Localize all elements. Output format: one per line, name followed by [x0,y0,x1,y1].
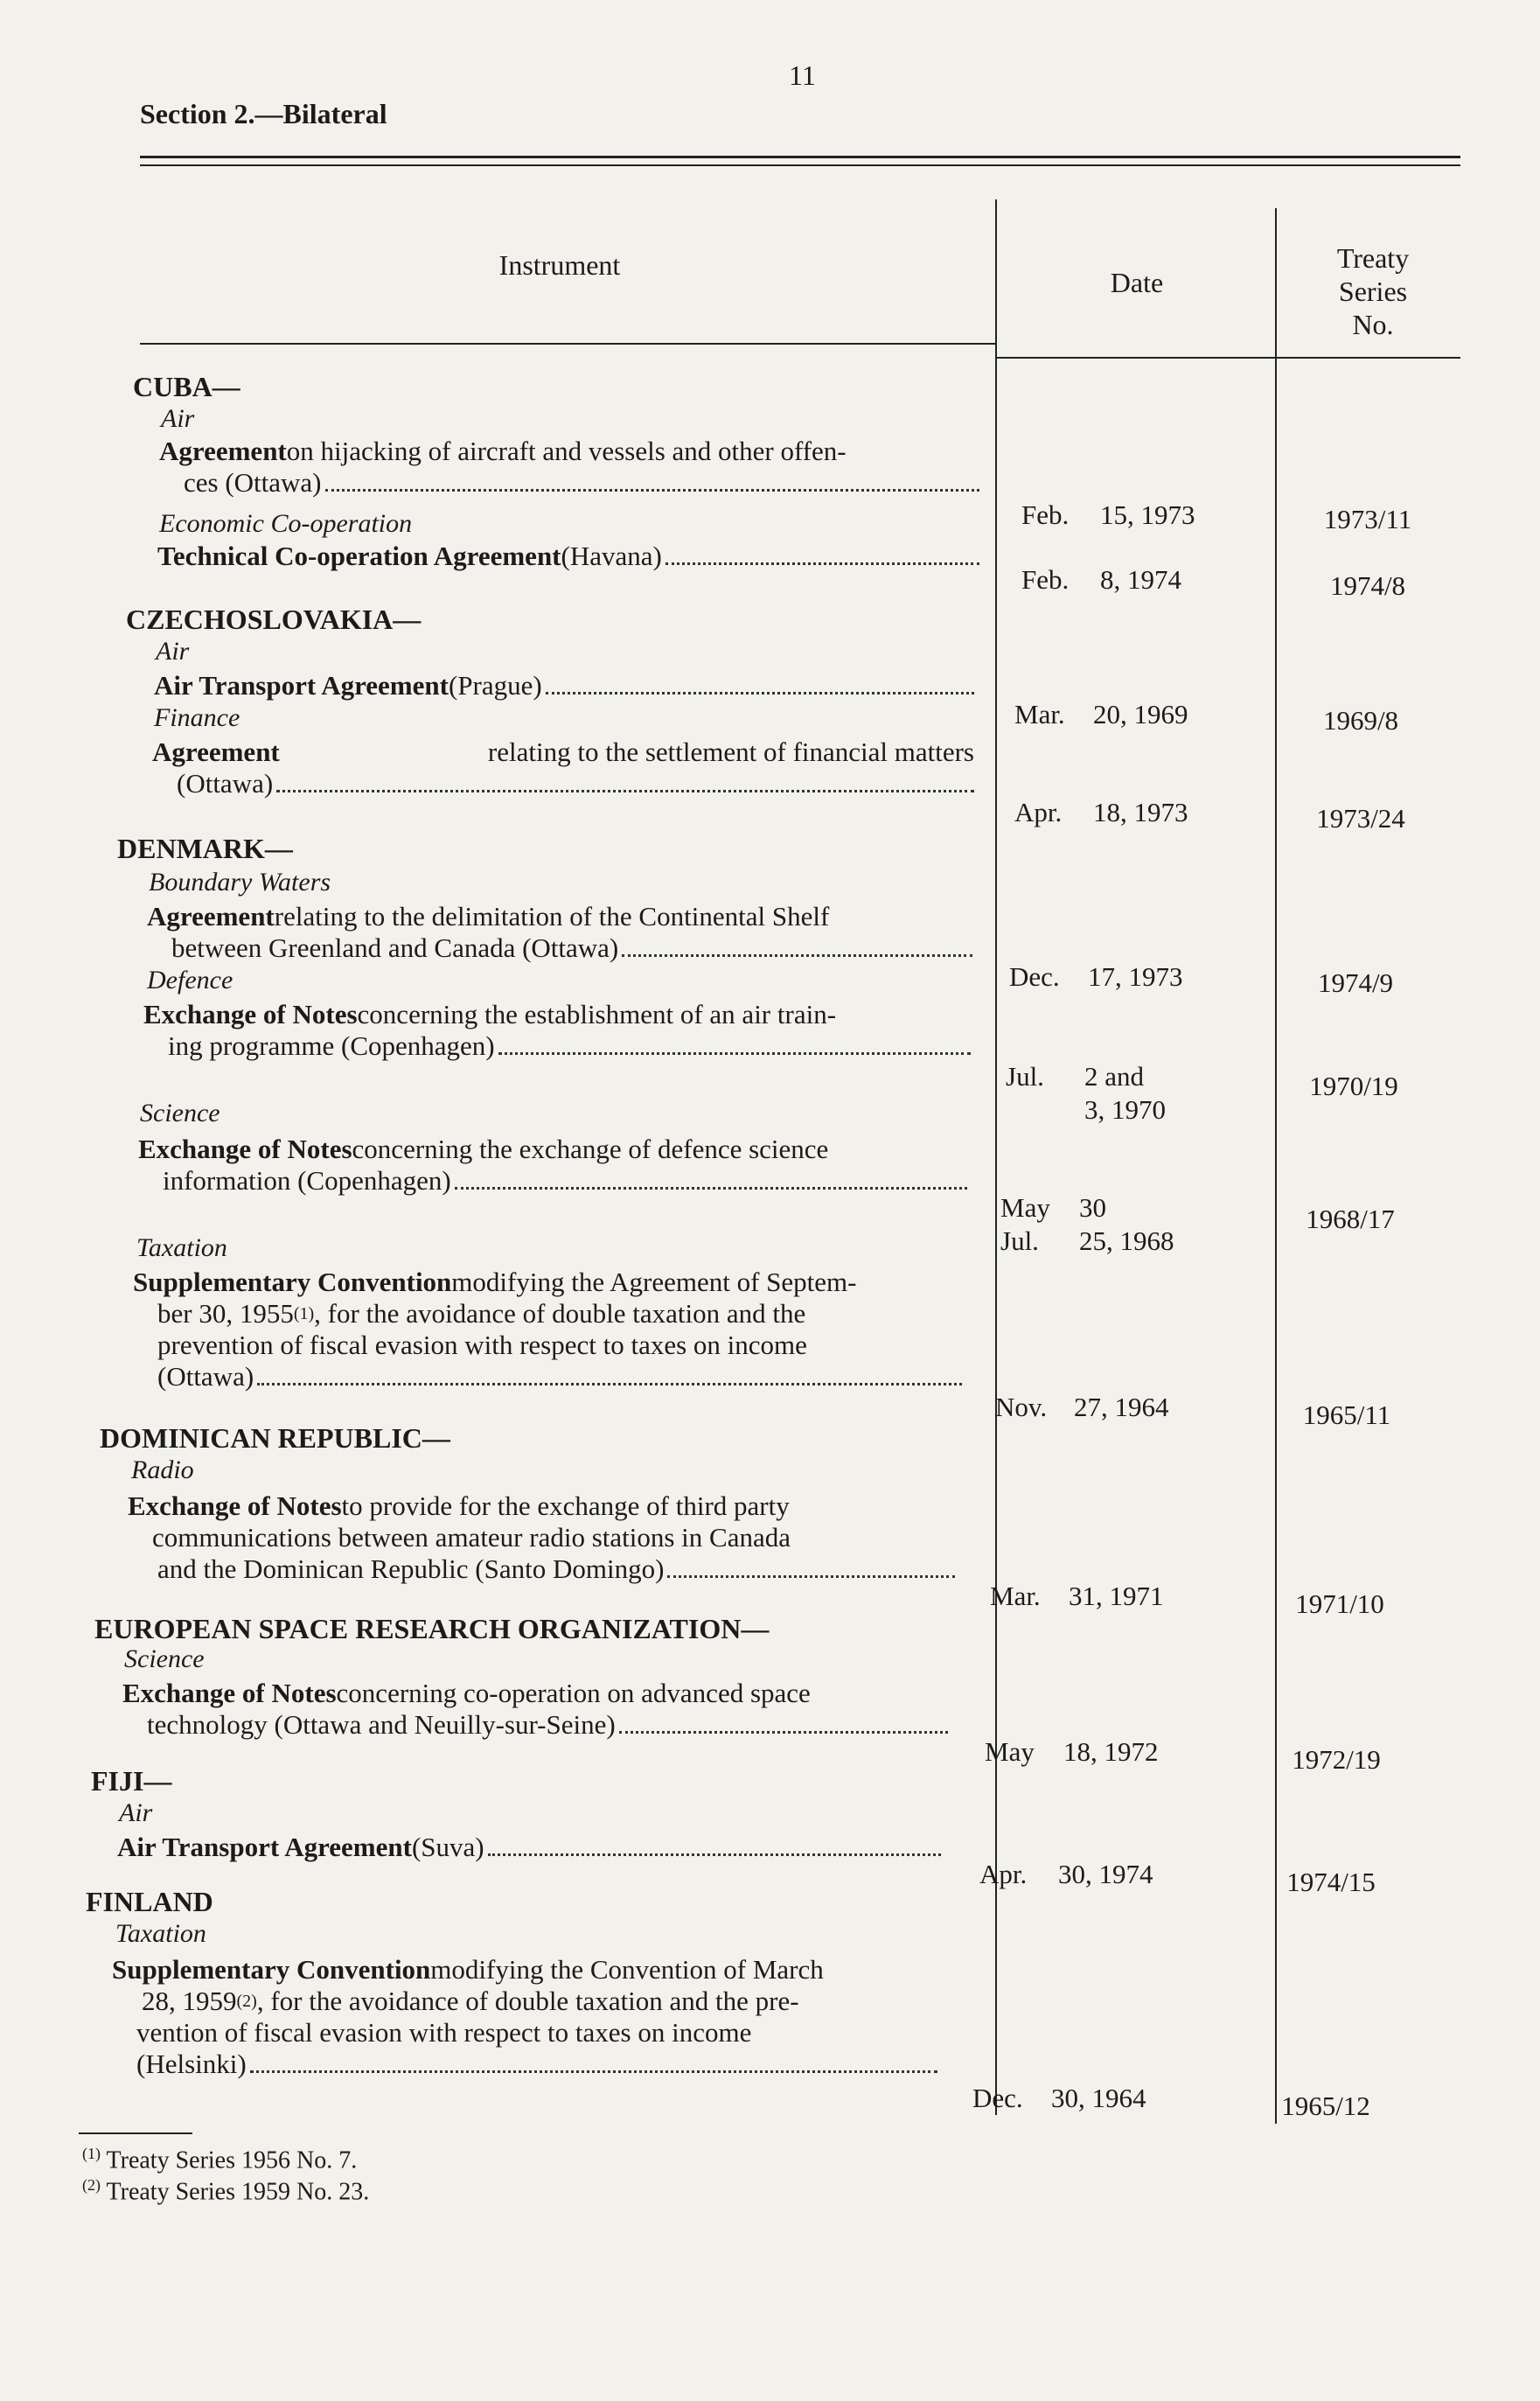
category-label: Radio [131,1455,194,1484]
country-heading: EUROPEAN SPACE RESEARCH ORGANIZATION— [94,1613,770,1644]
entry-date: Mar. 31, 1971 [990,1581,1164,1611]
column-divider-2 [1275,208,1277,2124]
instrument-entry: Supplementary Convention modifying the Agreement of Septem- ber 30, 1955 (1) , for the avoidance of double taxation and the prevention of fiscal evasion with respect to taxes on income (Ottawa) [133,1267,962,1392]
entry-date: May 30 Jul. 25, 1968 [1000,1192,1174,1256]
entry-date: Apr. 18, 1973 [1014,797,1188,827]
treaty-series-number: 1970/19 [1309,1071,1398,1101]
entry-date: Feb. 15, 1973 [1021,499,1195,530]
treaty-series-number: 1974/15 [1286,1867,1376,1897]
treaty-series-number: 1973/24 [1316,803,1405,834]
category-label: Science [140,1099,220,1127]
entry-date: Nov. 27, 1964 [995,1392,1169,1422]
country-heading: FINLAND [86,1886,213,1917]
col-header-treaty-series [1312,241,1434,341]
country-heading: CUBA— [133,371,240,402]
page-number: 11 [789,59,816,91]
country-heading: CZECHOSLOVAKIA— [126,604,422,635]
treaty-series-number: 1971/10 [1295,1588,1384,1619]
category-label: Finance [154,703,240,732]
col-header-series: Series [1338,276,1408,307]
treaty-series-number: 1969/8 [1322,705,1399,736]
category-label: Science [124,1644,205,1673]
instrument-entry: Exchange of Notes concerning the exchange of defence science information (Copenhagen) [138,1134,967,1197]
section-heading: Section 2.—Bilateral [140,98,387,129]
category-label: Taxation [115,1919,206,1948]
country-heading: DOMINICAN REPUBLIC— [100,1422,450,1454]
category-label: Air [119,1798,153,1827]
top-rule [140,156,1460,158]
instrument-entry: Agreement relating to the delimitation of the Continental Shelf between Greenland and Canada (Ottawa) [147,901,972,964]
instrument-entry: Exchange of Notes to provide for the exchange of third party communications between amateur radio stations in Canada and the Dominican Republic (Santo Domingo) [128,1490,955,1585]
entry-date: Dec. 30, 1964 [972,2083,1146,2113]
col-header-treaty: Treaty [1336,242,1410,274]
category-label: Taxation [136,1233,227,1262]
category-label: Economic Co-operation [159,509,413,538]
entry-date: Jul. 2 and 3, 1970 [1006,1061,1166,1125]
treaty-series-number: 1965/12 [1281,2090,1370,2121]
col-header-instrument: Instrument [498,249,621,281]
entry-date: Feb. 8, 1974 [1021,564,1181,595]
instrument-entry: Agreement on hijacking of aircraft and vessels and other offen- ces (Ottawa) [159,436,979,499]
col-header-date: Date [1110,267,1164,298]
header-rule-right [997,357,1460,359]
treaty-series-number: 1974/8 [1329,570,1406,601]
instrument-entry: Exchange of Notes concerning the establishment of an air train- ing programme (Copenhagen) [143,999,971,1062]
entry-date: May 18, 1972 [985,1736,1159,1767]
category-label: Air [156,637,190,666]
category-label: Boundary Waters [149,868,331,897]
treaty-series-number: 1965/11 [1302,1399,1391,1430]
instrument-entry: Exchange of Notes concerning co-operation on advanced space technology (Ottawa and Neuilly-sur-Seine) [122,1678,948,1741]
entry-date: Mar. 20, 1969 [1014,699,1188,729]
column-divider-1 [995,199,997,2115]
category-label: Air [161,404,195,433]
col-header-no: No. [1352,309,1394,340]
instrument-entry: Technical Co-operation Agreement (Havana) [157,541,979,572]
treaty-series-number: 1972/19 [1292,1744,1381,1775]
footnote: $^{(1)}$ Treaty Series 1956 No. 7. [82,2145,358,2174]
entry-date: Apr. 30, 1974 [979,1859,1153,1889]
instrument-entry: Agreement relating to the settlement of financial matters (Ottawa) [152,736,974,799]
top-rule-2 [140,164,1460,166]
category-label: Defence [147,966,233,995]
country-heading: FIJI— [91,1765,172,1797]
header-rule-left [140,343,997,345]
instrument-entry: Supplementary Convention modifying the Convention of March 28, 1959 (2) , for the avoidance of double taxation and the pre- vention of fiscal evasion with respect to taxes on income (Helsinki) [112,1954,937,2080]
country-heading: DENMARK— [117,833,293,864]
instrument-entry: Air Transport Agreement (Prague) [154,670,974,701]
treaty-series-number: 1968/17 [1306,1204,1395,1234]
treaty-series-number: 1974/9 [1317,967,1394,998]
footnote: $^{(2)}$ Treaty Series 1959 No. 23. [82,2176,370,2206]
instrument-entry: Air Transport Agreement (Suva) [117,1832,941,1863]
treaty-series-number: 1973/11 [1323,504,1412,534]
entry-date: Dec. 17, 1973 [1009,961,1183,992]
footnote-rule [79,2132,192,2134]
